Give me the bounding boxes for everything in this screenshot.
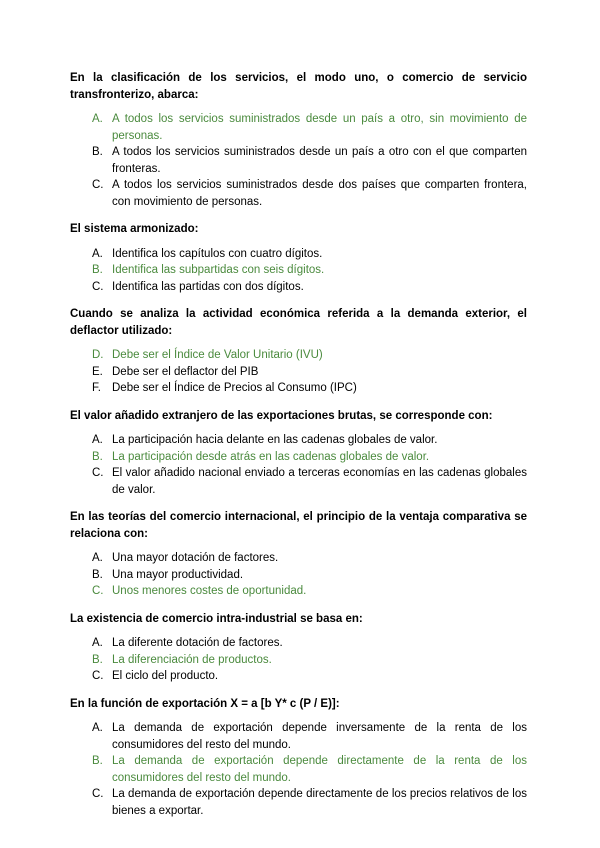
option-letter: F. [92,382,101,394]
question-heading: En la función de exportación X = a [b Y* c (P / E)]: [70,697,340,710]
option-letter: B. [92,755,103,767]
question-block-5 [70,509,527,600]
option-letter: B. [92,264,103,276]
question-block-2 [70,221,527,295]
option-letter: C. [92,179,104,191]
answer-option [92,786,527,819]
option-letter: C. [92,788,104,800]
option-text: Identifica las subpartidas con seis dígitos. [112,264,325,276]
answer-option [92,347,527,364]
question-heading: La existencia de comercio intra-industrial se basa en: [70,612,363,625]
option-text: La demanda de exportación depende inversamente de la renta de los consumidores del resto del mundo. [112,722,527,751]
answer-option [92,635,527,652]
answer-option [92,111,527,144]
question-heading: El valor añadido extranjero de las exportaciones brutas, se corresponde con: [70,409,493,422]
option-text: Una mayor dotación de factores. [112,552,279,564]
question-block-1 [70,70,527,210]
answer-option [92,753,527,786]
question-block-3 [70,306,527,397]
answer-option [92,583,527,600]
question-block-7 [70,696,527,820]
answer-option [92,246,527,263]
answer-option [92,652,527,669]
option-text: La diferente dotación de factores. [112,637,283,649]
options-list [92,432,527,498]
options-list [92,550,527,600]
option-letter: B. [92,450,103,463]
answer-option [92,550,527,567]
question-block-6 [70,611,527,685]
option-text: La participación desde atrás en las cadenas globales de valor. [112,450,430,463]
option-letter: C. [92,670,104,682]
option-text: La participación hacia delante en las cadenas globales de valor. [112,434,438,446]
option-letter: D. [92,349,104,361]
option-text: Debe ser el Índice de Precios al Consumo (IPC) [112,382,357,394]
option-text: Identifica los capítulos con cuatro dígitos. [112,247,323,260]
answer-option [92,465,527,498]
options-list [92,635,527,685]
answer-option [92,432,527,449]
options-list [92,347,527,397]
option-letter: A. [92,434,103,446]
answer-option [92,177,527,210]
question-heading: En las teorías del comercio internacional, el principio de la ventaja comparativa se relaciona con: [70,511,527,540]
question-block-4 [70,408,527,499]
option-letter: A. [92,247,103,260]
option-letter: C. [92,585,104,597]
option-letter: B. [92,146,103,158]
option-text: Unos menores costes de oportunidad. [112,585,307,597]
option-letter: A. [92,113,103,125]
answer-option [92,449,527,466]
option-letter: C. [92,280,104,293]
option-letter: C. [92,467,104,479]
option-letter: B. [92,568,103,581]
option-letter: A. [92,637,103,649]
option-text: El ciclo del producto. [112,670,219,682]
options-list [92,246,527,296]
option-letter: A. [92,552,103,564]
option-text: La demanda de exportación depende directamente de la renta de los consumidores del resto del mundo. [112,755,527,784]
question-heading: Cuando se analiza la actividad económica referida a la demanda exterior, el deflactor utilizado: [70,308,527,337]
option-letter: A. [92,722,103,734]
option-text: El valor añadido nacional enviado a terceras economías en las cadenas globales de valor. [112,467,527,496]
option-text: Debe ser el deflactor del PIB [112,365,259,378]
answer-option [92,720,527,753]
option-text: A todos los servicios suministrados desde un país a otro con el que comparten fronteras. [112,146,527,175]
option-text: A todos los servicios suministrados desde dos países que comparten frontera, con movimiento de personas. [112,179,527,208]
answer-option [92,567,527,584]
option-letter: B. [92,653,103,666]
option-text: Una mayor productividad. [112,568,244,581]
question-heading: En la clasificación de los servicios, el modo uno, o comercio de servicio transfronterizo, abarca: [70,72,527,101]
options-list [92,111,527,210]
answer-option [92,279,527,296]
answer-option [92,380,527,397]
option-text: La diferenciación de productos. [112,653,272,666]
options-list [92,720,527,819]
option-text: Debe ser el Índice de Valor Unitario (IVU) [112,349,323,361]
answer-option [92,144,527,177]
answer-option [92,668,527,685]
option-text: Identifica las partidas con dos dígitos. [112,280,304,293]
answer-option [92,262,527,279]
option-letter: E. [92,365,103,378]
question-heading: El sistema armonizado: [70,223,199,235]
option-text: La demanda de exportación depende directamente de los precios relativos de los bienes a exportar. [112,788,527,817]
answer-option [92,364,527,381]
option-text: A todos los servicios suministrados desde un país a otro, sin movimiento de personas. [112,113,527,142]
